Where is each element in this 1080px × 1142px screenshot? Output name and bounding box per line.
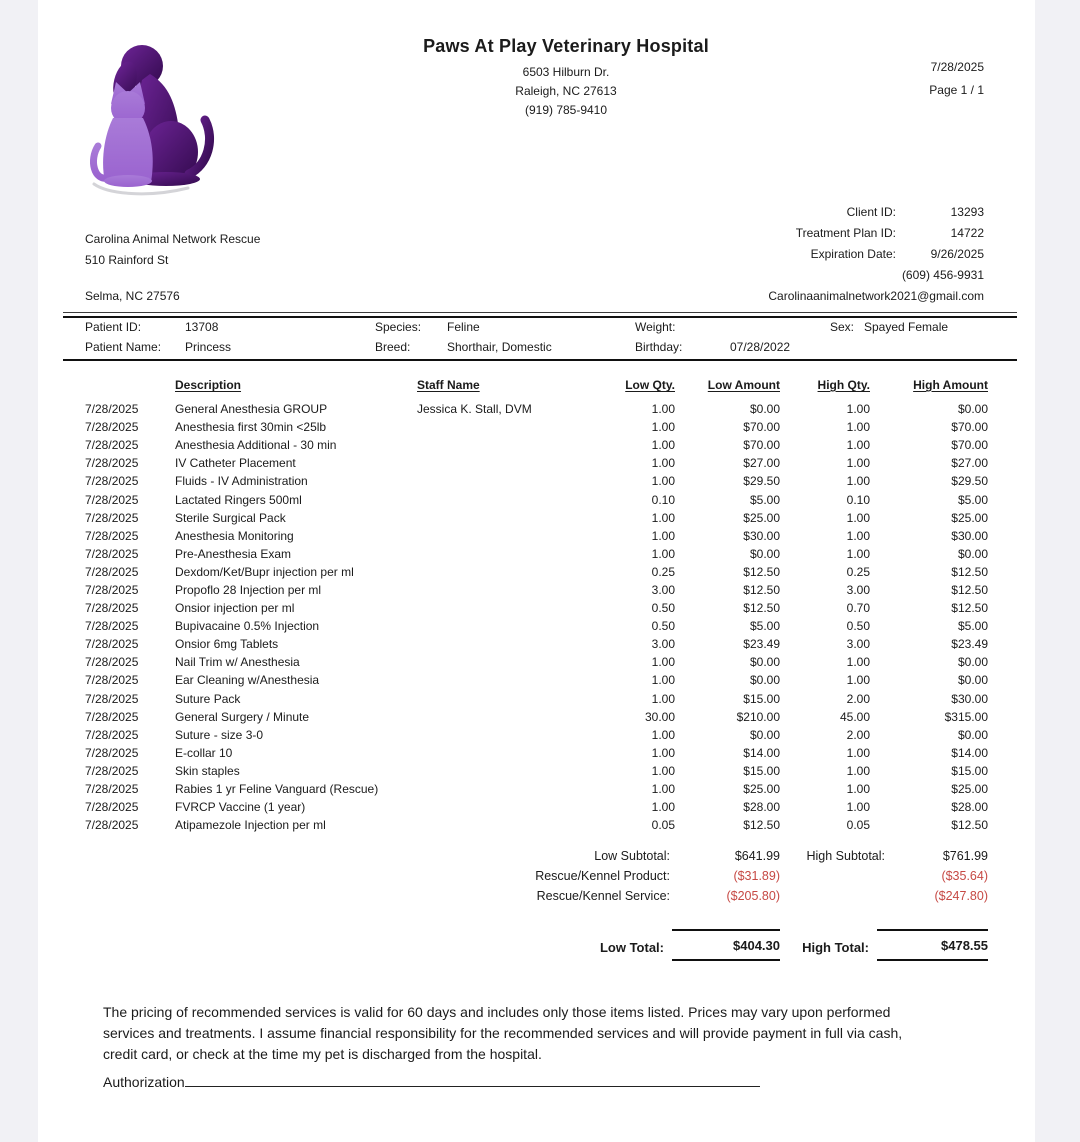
table-row — [85, 726, 988, 744]
table-row — [85, 509, 988, 527]
table-row — [85, 798, 988, 816]
cell-low-qty: 30.00 — [644, 709, 675, 724]
low-total-group — [520, 929, 780, 961]
cell-high-amount: $5.00 — [957, 619, 988, 634]
cell-low-qty: 1.00 — [651, 673, 675, 688]
cell-low-amount: $0.00 — [749, 655, 780, 670]
cell-low-amount: $70.00 — [743, 438, 780, 453]
cell-low-amount: $15.00 — [743, 763, 780, 778]
line-items-header — [85, 378, 988, 392]
cell-date: 7/28/2025 — [85, 818, 139, 833]
cell-low-qty: 1.00 — [651, 474, 675, 489]
species-value: Feline — [447, 320, 480, 334]
high-total-label: High Total: — [802, 940, 869, 955]
species-label: Species: — [375, 320, 422, 334]
cell-description: Skin staples — [175, 763, 240, 778]
low-subtotal-label: Low Subtotal: — [594, 849, 670, 863]
cell-high-qty: 1.00 — [846, 763, 870, 778]
cell-low-qty: 1.00 — [651, 727, 675, 742]
cell-low-qty: 3.00 — [651, 637, 675, 652]
page-margin-right — [1035, 0, 1080, 1142]
cell-low-amount: $25.00 — [743, 510, 780, 525]
cell-low-qty: 0.25 — [651, 564, 675, 579]
cell-date: 7/28/2025 — [85, 420, 139, 435]
cell-description: FVRCP Vaccine (1 year) — [175, 800, 306, 815]
cell-description: Ear Cleaning w/Anesthesia — [175, 673, 320, 688]
cell-high-qty: 1.00 — [846, 474, 870, 489]
client-email: Carolinaanimalnetwork2021@gmail.com — [768, 289, 984, 303]
cell-description: IV Catheter Placement — [175, 456, 296, 471]
cell-high-amount: $30.00 — [951, 691, 988, 706]
cell-high-qty: 0.25 — [846, 564, 870, 579]
cell-low-amount: $0.00 — [749, 673, 780, 688]
cell-high-amount: $28.00 — [951, 800, 988, 815]
cell-description: Pre-Anesthesia Exam — [175, 546, 292, 561]
cell-high-amount: $0.00 — [957, 402, 988, 417]
hospital-address-city: Raleigh, NC 27613 — [515, 84, 617, 98]
patient-band-top-rule — [63, 316, 1017, 319]
client-phone: (609) 456-9931 — [901, 268, 984, 282]
cell-date: 7/28/2025 — [85, 691, 139, 706]
expiration-date-label: Expiration Date: — [810, 247, 896, 261]
cell-high-qty: 0.05 — [846, 818, 870, 833]
patient-name-value: Princess — [185, 340, 232, 354]
column-header-staff: Staff Name — [417, 378, 480, 392]
cell-low-amount: $0.00 — [749, 546, 780, 561]
cell-high-amount: $25.00 — [951, 782, 988, 797]
cell-description: Suture - size 3-0 — [175, 727, 264, 742]
cell-date: 7/28/2025 — [85, 655, 139, 670]
cell-low-amount: $23.49 — [743, 637, 780, 652]
table-row — [85, 635, 988, 653]
cell-low-amount: $14.00 — [743, 745, 780, 760]
cell-high-qty: 0.50 — [846, 619, 870, 634]
cell-description: General Surgery / Minute — [175, 709, 310, 724]
client-id-label: Client ID: — [846, 205, 896, 219]
page-number: Page 1 / 1 — [929, 83, 984, 97]
low-total-label: Low Total: — [599, 940, 664, 955]
cell-date: 7/28/2025 — [85, 564, 139, 579]
cell-low-qty: 0.50 — [651, 601, 675, 616]
cell-low-qty: 1.00 — [651, 420, 675, 435]
cell-date: 7/28/2025 — [85, 709, 139, 724]
hospital-phone: (919) 785-9410 — [524, 103, 608, 117]
cell-high-qty: 1.00 — [846, 528, 870, 543]
cell-date: 7/28/2025 — [85, 800, 139, 815]
high-total-value: $478.55 — [941, 938, 988, 953]
cell-high-amount: $0.00 — [957, 546, 988, 561]
cell-low-amount: $30.00 — [743, 528, 780, 543]
cell-high-qty: 1.00 — [846, 673, 870, 688]
table-row — [85, 418, 988, 436]
cell-description: Nail Trim w/ Anesthesia — [175, 655, 300, 670]
weight-label: Weight: — [635, 320, 676, 334]
cell-high-qty: 1.00 — [846, 402, 870, 417]
cell-high-amount: $12.50 — [951, 582, 988, 597]
terms-text: The pricing of recommended services is valid for 60 days and includes only those items listed. Prices may vary upon performed services and treatments. I assume financial responsibility for the recommended services and will provide payment in full via cash, credit card, or check at the time my pet is discharged from the hospital. — [103, 1004, 903, 1062]
cell-high-qty: 2.00 — [846, 691, 870, 706]
cell-description: Lactated Ringers 500ml — [175, 492, 302, 507]
cell-date: 7/28/2025 — [85, 492, 139, 507]
cell-low-qty: 3.00 — [651, 582, 675, 597]
cell-low-qty: 1.00 — [651, 782, 675, 797]
subtotals-section — [300, 846, 988, 906]
cell-low-qty: 0.10 — [651, 492, 675, 507]
rescue-service-low: ($205.80) — [726, 889, 780, 903]
table-row — [85, 581, 988, 599]
cell-description: Dexdom/Ket/Bupr injection per ml — [175, 564, 354, 579]
authorization-label: Authorization — [103, 1074, 185, 1090]
cell-high-amount: $70.00 — [951, 420, 988, 435]
cell-description: Fluids - IV Administration — [175, 474, 308, 489]
cell-date: 7/28/2025 — [85, 474, 139, 489]
authorization-row — [103, 1074, 760, 1090]
cell-low-amount: $0.00 — [749, 727, 780, 742]
cell-high-qty: 0.70 — [846, 601, 870, 616]
cell-high-amount: $25.00 — [951, 510, 988, 525]
client-info-block — [768, 202, 984, 307]
cell-description: Sterile Surgical Pack — [175, 510, 286, 525]
cell-low-qty: 0.05 — [651, 818, 675, 833]
patient-id-label: Patient ID: — [85, 320, 142, 334]
patient-band-bottom-rule — [63, 359, 1017, 361]
cell-high-qty: 1.00 — [846, 420, 870, 435]
cell-description: Bupivacaine 0.5% Injection — [175, 619, 320, 634]
cell-staff: Jessica K. Stall, DVM — [417, 402, 532, 417]
client-city: Selma, NC 27576 — [85, 289, 180, 303]
cell-low-amount: $28.00 — [743, 800, 780, 815]
cell-high-qty: 3.00 — [846, 637, 870, 652]
cell-low-amount: $25.00 — [743, 782, 780, 797]
table-row — [85, 472, 988, 490]
cell-description: Anesthesia Monitoring — [175, 528, 294, 543]
table-row — [85, 527, 988, 545]
cell-low-amount: $12.50 — [743, 601, 780, 616]
hospital-name: Paws At Play Veterinary Hospital — [423, 36, 709, 56]
cell-date: 7/28/2025 — [85, 402, 139, 417]
cell-low-amount: $0.00 — [749, 402, 780, 417]
table-row — [85, 671, 988, 689]
cell-date: 7/28/2025 — [85, 637, 139, 652]
low-subtotal-value: $641.99 — [734, 849, 780, 863]
cell-high-qty: 1.00 — [846, 745, 870, 760]
cell-high-qty: 45.00 — [839, 709, 870, 724]
cell-low-qty: 1.00 — [651, 546, 675, 561]
cell-low-amount: $5.00 — [749, 619, 780, 634]
rescue-product-label: Rescue/Kennel Product: — [535, 869, 670, 883]
cell-low-amount: $12.50 — [743, 582, 780, 597]
table-row — [85, 617, 988, 635]
cell-description: General Anesthesia GROUP — [175, 402, 328, 417]
table-row — [85, 545, 988, 563]
patient-name-label: Patient Name: — [85, 340, 162, 354]
table-row — [85, 599, 988, 617]
column-header-low-qty: Low Qty. — [625, 378, 675, 392]
client-id-value: 13293 — [950, 205, 984, 219]
cell-high-amount: $29.50 — [951, 474, 988, 489]
cell-low-amount: $29.50 — [743, 474, 780, 489]
cell-high-amount: $315.00 — [944, 709, 988, 724]
birthday-label: Birthday: — [635, 340, 683, 354]
cell-description: Onsior injection per ml — [175, 601, 295, 616]
cell-high-amount: $15.00 — [951, 763, 988, 778]
cell-date: 7/28/2025 — [85, 619, 139, 634]
cell-high-qty: 1.00 — [846, 438, 870, 453]
cell-low-qty: 1.00 — [651, 510, 675, 525]
high-subtotal-value: $761.99 — [942, 849, 988, 863]
cell-high-qty: 1.00 — [846, 456, 870, 471]
cell-low-qty: 1.00 — [651, 745, 675, 760]
cell-date: 7/28/2025 — [85, 438, 139, 453]
low-total-value: $404.30 — [733, 938, 780, 953]
cell-high-amount: $12.50 — [951, 601, 988, 616]
sex-label: Sex: — [830, 320, 855, 334]
cell-high-amount: $12.50 — [951, 818, 988, 833]
cell-date: 7/28/2025 — [85, 782, 139, 797]
cell-low-qty: 1.00 — [651, 800, 675, 815]
cell-low-amount: $15.00 — [743, 691, 780, 706]
cell-high-qty: 1.00 — [846, 655, 870, 670]
patient-band-top-hairline — [63, 312, 1017, 313]
cell-low-amount: $12.50 — [743, 564, 780, 579]
cell-high-qty: 0.10 — [846, 492, 870, 507]
cell-date: 7/28/2025 — [85, 546, 139, 561]
table-row — [85, 436, 988, 454]
client-name: Carolina Animal Network Rescue — [85, 232, 261, 246]
cell-high-amount: $70.00 — [951, 438, 988, 453]
cell-date: 7/28/2025 — [85, 763, 139, 778]
expiration-date-value: 9/26/2025 — [930, 247, 984, 261]
hospital-address-street: 6503 Hilburn Dr. — [522, 65, 610, 79]
client-street: 510 Rainford St — [85, 253, 169, 267]
table-row — [85, 744, 988, 762]
document-meta — [929, 56, 984, 102]
cell-description: Onsior 6mg Tablets — [175, 637, 279, 652]
table-row — [85, 762, 988, 780]
cell-description: Propoflo 28 Injection per ml — [175, 582, 322, 597]
cell-low-qty: 0.50 — [651, 619, 675, 634]
cell-high-amount: $30.00 — [951, 528, 988, 543]
document-date: 7/28/2025 — [930, 60, 984, 74]
cell-low-qty: 1.00 — [651, 691, 675, 706]
cell-high-amount: $14.00 — [951, 745, 988, 760]
cell-description: Atipamezole Injection per ml — [175, 818, 326, 833]
cell-description: Anesthesia first 30min <25lb — [175, 420, 327, 435]
patient-id-value: 13708 — [185, 320, 219, 334]
cell-low-qty: 1.00 — [651, 528, 675, 543]
cell-low-amount: $210.00 — [736, 709, 780, 724]
cell-low-qty: 1.00 — [651, 655, 675, 670]
cell-date: 7/28/2025 — [85, 673, 139, 688]
cell-high-amount: $0.00 — [957, 655, 988, 670]
cell-high-qty: 1.00 — [846, 510, 870, 525]
breed-label: Breed: — [375, 340, 411, 354]
cell-description: Anesthesia Additional - 30 min — [175, 438, 337, 453]
high-total-double-rule — [877, 959, 988, 961]
cell-low-amount: $5.00 — [749, 492, 780, 507]
sex-value: Spayed Female — [864, 320, 949, 334]
cell-high-amount: $5.00 — [957, 492, 988, 507]
cell-date: 7/28/2025 — [85, 601, 139, 616]
cell-date: 7/28/2025 — [85, 745, 139, 760]
rescue-service-high: ($247.80) — [934, 889, 988, 903]
table-row — [85, 653, 988, 671]
cell-high-qty: 2.00 — [846, 727, 870, 742]
page-margin-left — [0, 0, 38, 1142]
client-address-block — [85, 229, 260, 307]
cell-date: 7/28/2025 — [85, 456, 139, 471]
hospital-header — [152, 36, 980, 120]
cell-description: E-collar 10 — [175, 745, 233, 760]
table-row — [85, 454, 988, 472]
table-row — [85, 563, 988, 581]
breed-value: Shorthair, Domestic — [447, 340, 552, 354]
column-header-low-amount: Low Amount — [707, 378, 780, 392]
cell-high-amount: $0.00 — [957, 727, 988, 742]
cell-high-amount: $12.50 — [951, 564, 988, 579]
cell-date: 7/28/2025 — [85, 582, 139, 597]
cell-date: 7/28/2025 — [85, 727, 139, 742]
column-header-high-amount: High Amount — [913, 378, 988, 392]
birthday-value: 07/28/2022 — [730, 340, 791, 354]
table-row — [85, 490, 988, 508]
rescue-product-low: ($31.89) — [733, 869, 780, 883]
table-row — [85, 690, 988, 708]
cell-description: Suture Pack — [175, 691, 241, 706]
signature-line[interactable] — [185, 1074, 760, 1087]
high-total-group — [749, 929, 988, 961]
column-header-high-qty: High Qty. — [817, 378, 870, 392]
cell-low-amount: $12.50 — [743, 818, 780, 833]
cell-low-amount: $70.00 — [743, 420, 780, 435]
cell-low-qty: 1.00 — [651, 438, 675, 453]
cell-date: 7/28/2025 — [85, 510, 139, 525]
table-row — [85, 708, 988, 726]
cell-high-qty: 1.00 — [846, 546, 870, 561]
cell-high-amount: $23.49 — [951, 637, 988, 652]
rescue-product-high: ($35.64) — [941, 869, 988, 883]
cell-high-qty: 3.00 — [846, 582, 870, 597]
cell-low-amount: $27.00 — [743, 456, 780, 471]
rescue-service-label: Rescue/Kennel Service: — [536, 889, 670, 903]
treatment-plan-id-label: Treatment Plan ID: — [795, 226, 896, 240]
high-subtotal-label: High Subtotal: — [806, 849, 885, 863]
cell-low-qty: 1.00 — [651, 456, 675, 471]
cell-high-qty: 1.00 — [846, 800, 870, 815]
column-header-description: Description — [175, 378, 242, 392]
table-row — [85, 400, 988, 418]
treatment-plan-id-value: 14722 — [950, 226, 984, 240]
table-row — [85, 816, 988, 834]
line-items — [85, 400, 988, 834]
cell-date: 7/28/2025 — [85, 528, 139, 543]
cell-high-amount: $27.00 — [951, 456, 988, 471]
cell-low-qty: 1.00 — [651, 402, 675, 417]
cell-low-qty: 1.00 — [651, 763, 675, 778]
cell-high-amount: $0.00 — [957, 673, 988, 688]
table-row — [85, 780, 988, 798]
cell-high-qty: 1.00 — [846, 782, 870, 797]
cell-description: Rabies 1 yr Feline Vanguard (Rescue) — [175, 782, 379, 797]
